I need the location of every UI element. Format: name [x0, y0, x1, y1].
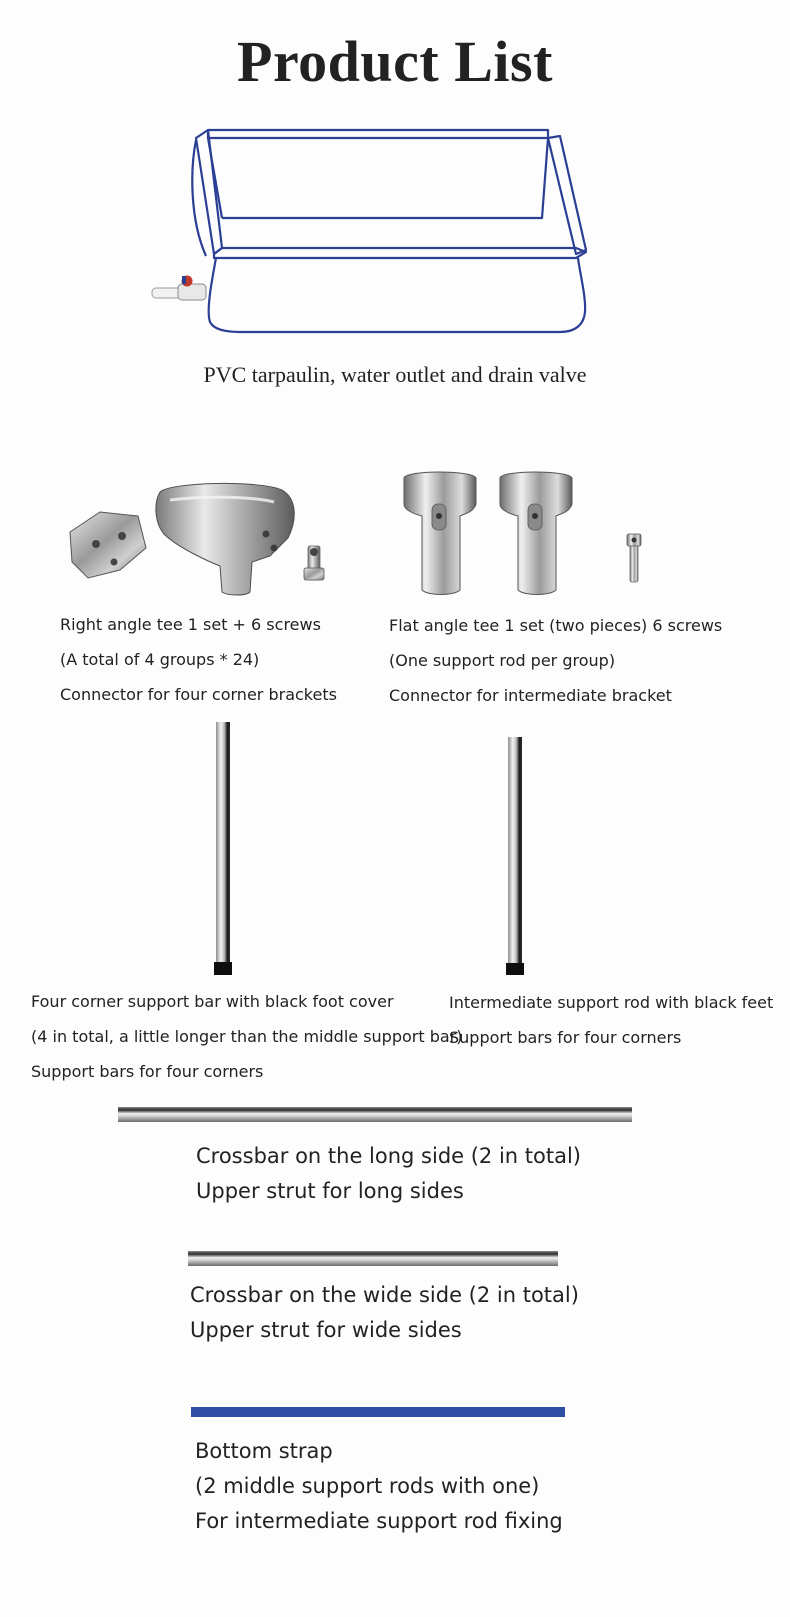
corner-bar-line-2: (4 in total, a little longer than the middle support bar) — [31, 1027, 463, 1046]
intermediate-rod-line-2: Support bars for four corners — [449, 1028, 682, 1047]
flat-angle-tee-photo — [398, 464, 668, 604]
corner-bar-line-3: Support bars for four corners — [31, 1062, 264, 1081]
drain-valve-icon — [152, 276, 206, 301]
wide-crossbar-photo — [188, 1251, 558, 1267]
bottom-strap-bar — [191, 1407, 565, 1417]
right-angle-tee-photo — [60, 470, 350, 610]
bottom-strap-line-2: (2 middle support rods with one) — [195, 1474, 540, 1498]
wide-crossbar-line-2: Upper strut for wide sides — [190, 1318, 462, 1342]
bottom-strap-line-3: For intermediate support rod fixing — [195, 1509, 563, 1533]
intermediate-rod-line-1: Intermediate support rod with black feet — [449, 993, 774, 1012]
tarpaulin-caption: PVC tarpaulin, water outlet and drain valve — [203, 362, 587, 387]
page-title: Product List — [237, 29, 553, 94]
right-angle-line-3: Connector for four corner brackets — [60, 685, 337, 704]
right-angle-line-2: (A total of 4 groups * 24) — [60, 650, 260, 669]
flat-angle-line-1: Flat angle tee 1 set (two pieces) 6 screws — [389, 616, 723, 635]
long-crossbar-line-2: Upper strut for long sides — [196, 1179, 464, 1203]
flat-angle-line-3: Connector for intermediate bracket — [389, 686, 672, 705]
long-crossbar-photo — [118, 1107, 632, 1123]
corner-support-bar-photo — [208, 722, 238, 977]
corner-bar-line-1: Four corner support bar with black foot cover — [31, 992, 394, 1011]
bottom-strap-line-1: Bottom strap — [195, 1439, 333, 1463]
long-crossbar-line-1: Crossbar on the long side (2 in total) — [196, 1144, 582, 1168]
right-angle-line-1: Right angle tee 1 set + 6 screws — [60, 615, 321, 634]
pvc-tarpaulin-drawing — [0, 0, 790, 360]
flat-angle-line-2: (One support rod per group) — [389, 651, 616, 670]
intermediate-support-rod-photo — [500, 737, 530, 977]
wide-crossbar-line-1: Crossbar on the wide side (2 in total) — [190, 1283, 579, 1307]
